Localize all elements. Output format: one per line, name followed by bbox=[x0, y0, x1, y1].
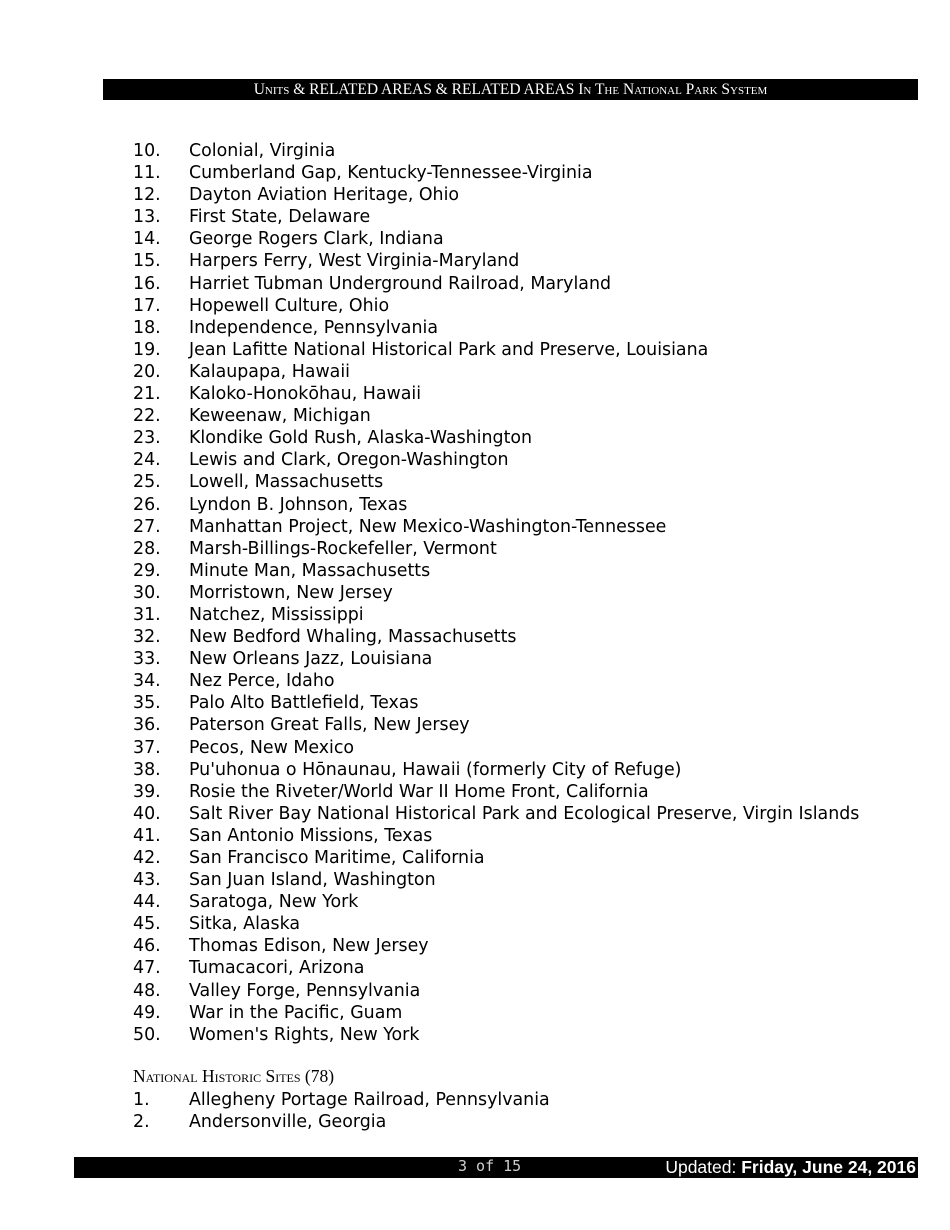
list-item-name: War in the Pacific, Guam bbox=[189, 1002, 403, 1023]
list-item-name: Colonial, Virginia bbox=[189, 141, 336, 161]
list-item bbox=[133, 935, 859, 957]
list-item bbox=[133, 449, 859, 471]
list-item-name: San Juan Island, Washington bbox=[189, 870, 436, 891]
list-item bbox=[133, 140, 859, 162]
list-item-number: 48. bbox=[133, 980, 161, 1001]
updated-label: Updated: bbox=[665, 1157, 742, 1177]
list-item-number: 46. bbox=[133, 936, 161, 957]
list-item bbox=[133, 538, 859, 560]
list-item-number: 27. bbox=[133, 516, 161, 537]
units-list bbox=[133, 140, 859, 1046]
list-item-name: First State, Delaware bbox=[189, 207, 371, 228]
page-header-title: Units & RELATED AREAS & RELATED AREAS In The National Park System bbox=[253, 81, 768, 98]
list-item-name: Jean Lafitte National Historical Park and Preserve, Louisiana bbox=[189, 339, 709, 360]
list-item-number: 28. bbox=[133, 538, 161, 559]
list-item-name: Morristown, New Jersey bbox=[189, 582, 393, 603]
list-item bbox=[133, 604, 859, 626]
list-item-name: Minute Man, Massachusetts bbox=[189, 560, 431, 581]
list-item-name: Rosie the Riveter/World War II Home Front, California bbox=[189, 781, 649, 802]
list-item-number: 18. bbox=[133, 317, 161, 338]
list-item bbox=[133, 295, 859, 317]
list-item bbox=[133, 1089, 550, 1111]
list-item-name: Klondike Gold Rush, Alaska-Washington bbox=[189, 428, 533, 449]
list-item-number: 13. bbox=[133, 207, 161, 228]
list-item-name: Lyndon B. Johnson, Texas bbox=[189, 494, 408, 515]
list-item-name: Sitka, Alaska bbox=[189, 914, 301, 935]
list-item-name: George Rogers Clark, Indiana bbox=[189, 229, 444, 250]
list-item bbox=[133, 317, 859, 339]
list-item-name: Independence, Pennsylvania bbox=[189, 317, 438, 338]
list-item-number: 45. bbox=[133, 914, 161, 935]
list-item-name: Saratoga, New York bbox=[189, 892, 359, 913]
list-item-number: 30. bbox=[133, 582, 161, 603]
list-item-name: Women's Rights, New York bbox=[189, 1024, 420, 1045]
list-item-name: Lowell, Massachusetts bbox=[189, 472, 384, 493]
list-item-number: 24. bbox=[133, 450, 161, 471]
list-item-name: Cumberland Gap, Kentucky-Tennessee-Virginia bbox=[189, 163, 593, 184]
list-item bbox=[133, 714, 859, 736]
list-item-name: Pu'uhonua o Hōnaunau, Hawaii (formerly City of Refuge) bbox=[189, 759, 682, 780]
list-item bbox=[133, 228, 859, 250]
list-item-name: Keweenaw, Michigan bbox=[189, 406, 371, 427]
list-item-number: 42. bbox=[133, 848, 161, 868]
list-item bbox=[133, 692, 859, 714]
list-item bbox=[133, 1111, 550, 1133]
list-item bbox=[133, 250, 859, 272]
list-item-number: 14. bbox=[133, 229, 161, 250]
list-item-name: Andersonville, Georgia bbox=[189, 1112, 387, 1133]
list-item bbox=[133, 957, 859, 979]
list-item bbox=[133, 648, 859, 670]
list-item-name: Kaloko-Honokōhau, Hawaii bbox=[189, 384, 422, 405]
list-item-number: 2. bbox=[133, 1112, 150, 1133]
list-item-name: Allegheny Portage Railroad, Pennsylvania bbox=[189, 1090, 550, 1110]
list-item-number: 33. bbox=[133, 649, 161, 670]
list-item-name: Marsh-Billings-Rockefeller, Vermont bbox=[189, 538, 497, 559]
list-item-name: Tumacacori, Arizona bbox=[189, 958, 365, 979]
list-item bbox=[133, 273, 859, 295]
list-item bbox=[133, 670, 859, 692]
list-item-number: 15. bbox=[133, 251, 161, 272]
list-item-name: Harriet Tubman Underground Railroad, Maryland bbox=[189, 273, 612, 294]
list-item-name: Natchez, Mississippi bbox=[189, 604, 364, 625]
page-header-bar bbox=[103, 79, 918, 100]
page-number: 3 of 15 bbox=[458, 1157, 522, 1175]
list-item bbox=[133, 405, 859, 427]
list-item-number: 20. bbox=[133, 361, 161, 382]
list-item-number: 31. bbox=[133, 604, 161, 625]
list-item-number: 50. bbox=[133, 1024, 161, 1045]
list-item-number: 17. bbox=[133, 295, 161, 316]
page-footer-bar bbox=[74, 1157, 918, 1178]
list-item-name: New Orleans Jazz, Louisiana bbox=[189, 649, 433, 670]
list-item bbox=[133, 206, 859, 228]
list-item bbox=[133, 737, 859, 759]
list-item-number: 16. bbox=[133, 273, 161, 294]
list-item bbox=[133, 847, 859, 869]
list-item-number: 35. bbox=[133, 693, 161, 714]
list-item-number: 26. bbox=[133, 494, 161, 515]
list-item bbox=[133, 626, 859, 648]
list-item-number: 12. bbox=[133, 185, 161, 206]
list-item bbox=[133, 516, 859, 538]
updated-stamp bbox=[665, 1157, 916, 1178]
list-item bbox=[133, 803, 859, 825]
list-item-number: 43. bbox=[133, 870, 161, 891]
list-item bbox=[133, 494, 859, 516]
list-item-number: 21. bbox=[133, 384, 161, 405]
list-item-name: Paterson Great Falls, New Jersey bbox=[189, 715, 470, 736]
list-item-name: Valley Forge, Pennsylvania bbox=[189, 980, 421, 1001]
list-item-name: Harpers Ferry, West Virginia-Maryland bbox=[189, 251, 520, 272]
list-item bbox=[133, 383, 859, 405]
list-item-number: 39. bbox=[133, 781, 161, 802]
list-item bbox=[133, 891, 859, 913]
list-item bbox=[133, 427, 859, 449]
list-item-number: 41. bbox=[133, 825, 161, 846]
list-item-name: New Bedford Whaling, Massachusetts bbox=[189, 627, 517, 648]
national-historic-sites-list bbox=[133, 1089, 550, 1133]
list-item-number: 1. bbox=[133, 1090, 150, 1110]
list-item-name: San Francisco Maritime, California bbox=[189, 848, 485, 868]
list-item-name: Salt River Bay National Historical Park and Ecological Preserve, Virgin Islands bbox=[189, 803, 860, 824]
list-item bbox=[133, 1002, 859, 1024]
list-item-name: Dayton Aviation Heritage, Ohio bbox=[189, 185, 460, 206]
list-item-name: Palo Alto Battlefield, Texas bbox=[189, 693, 419, 714]
list-item-number: 19. bbox=[133, 339, 161, 360]
list-item bbox=[133, 781, 859, 803]
list-item bbox=[133, 582, 859, 604]
list-item-number: 10. bbox=[133, 141, 161, 161]
list-item-number: 22. bbox=[133, 406, 161, 427]
list-item bbox=[133, 339, 859, 361]
list-item-number: 37. bbox=[133, 737, 161, 758]
list-item bbox=[133, 471, 859, 493]
list-item bbox=[133, 560, 859, 582]
list-item bbox=[133, 1024, 859, 1046]
list-item-number: 23. bbox=[133, 428, 161, 449]
list-item-name: Kalaupapa, Hawaii bbox=[189, 361, 350, 382]
list-item-number: 32. bbox=[133, 627, 161, 648]
list-item-name: Thomas Edison, New Jersey bbox=[189, 936, 429, 957]
list-item bbox=[133, 759, 859, 781]
updated-date: Friday, June 24, 2016 bbox=[741, 1157, 916, 1177]
list-item bbox=[133, 184, 859, 206]
list-item-number: 38. bbox=[133, 759, 161, 780]
list-item-number: 47. bbox=[133, 958, 161, 979]
list-item-name: Nez Perce, Idaho bbox=[189, 671, 335, 692]
list-item-number: 34. bbox=[133, 671, 161, 692]
list-item bbox=[133, 825, 859, 847]
list-item-number: 36. bbox=[133, 715, 161, 736]
list-item bbox=[133, 869, 859, 891]
list-item-name: Hopewell Culture, Ohio bbox=[189, 295, 390, 316]
section-heading: National Historic Sites (78) bbox=[133, 1066, 335, 1086]
list-item-number: 29. bbox=[133, 560, 161, 581]
list-item-number: 44. bbox=[133, 892, 161, 913]
list-item bbox=[133, 980, 859, 1002]
list-item-number: 40. bbox=[133, 803, 161, 824]
list-item-name: Lewis and Clark, Oregon-Washington bbox=[189, 450, 509, 471]
list-item-number: 11. bbox=[133, 163, 161, 184]
list-item-number: 25. bbox=[133, 472, 161, 493]
list-item-name: San Antonio Missions, Texas bbox=[189, 825, 433, 846]
list-item bbox=[133, 162, 859, 184]
list-item-name: Pecos, New Mexico bbox=[189, 737, 355, 758]
list-item-number: 49. bbox=[133, 1002, 161, 1023]
list-item bbox=[133, 361, 859, 383]
list-item-name: Manhattan Project, New Mexico-Washington-Tennessee bbox=[189, 516, 667, 537]
list-item bbox=[133, 913, 859, 935]
